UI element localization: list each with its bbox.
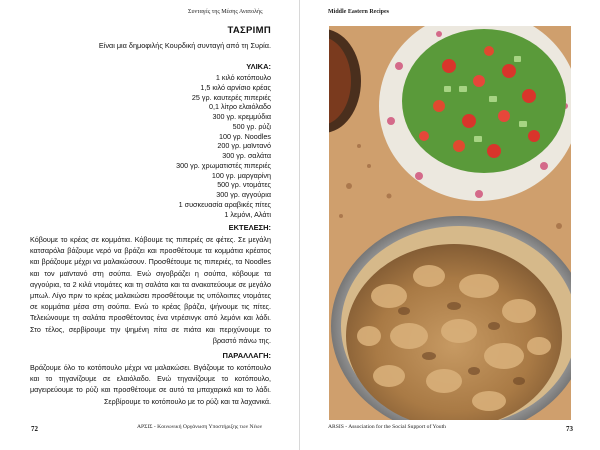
running-head-right: Middle Eastern Recipes (328, 9, 389, 15)
recipe-intro: Είναι μια δημοφιλής Κουρδική συνταγή από τη Συρία. (98, 41, 271, 50)
recipe-title: ΤΑΣΡΙΜΠ (227, 25, 271, 36)
method-heading: ΕΚΤΕΛΕΣΗ: (228, 223, 271, 232)
ingredient-item: 0,1 λίτρο ελαιόλαδο (208, 102, 271, 112)
ingredient-item: 300 γρ. αγγούρια (216, 190, 271, 199)
ingredient-item: 300 γρ. σαλάτα (222, 151, 271, 160)
ingredient-item: 100 γρ. Noodles (218, 131, 271, 141)
footer-right: ARSIS - Association for the Social Support of Youth (328, 424, 446, 430)
ingredient-item: 1 λεμόνι, Αλάτι (224, 209, 271, 219)
ingredient-item: 500 γρ. ντομάτες (217, 180, 271, 190)
ingredient-item: 1 κιλό κοτόπουλο (215, 73, 271, 82)
ingredient-item: 1 συσκευασία αραβικές πίτες (178, 199, 271, 209)
ingredients-heading: ΥΛΙΚΑ: (246, 62, 271, 71)
method-text: Κόβουμε το κρέας σε κομμάτια. Κόβουμε τις πιπεριές σε φέτες. Σε μεγάλη κατσαρόλα βάζουμε νερό να βράζει και προσθέτουμε τα κομμάτια κρέατος και βράζουμε μέχρι να μαλακώσουν. Προσθέτουμε τις πιπεριές, τα Noodles και τον μαϊντανό στη σούπα. Ενώ σιγοβράζει η σούπα, κόβουμε τα αγγούρια, τα 2 κιλά ντομάτες και τη σαλάτα και τα ανακατεύουμε σε μεγάλο μπωλ. Λίγο πριν το κρέας μαλακώσει προσθέτουμε τις υπόλοιπες ντομάτες σε κομμάτια μέσα στη σούπα. Ενώ το κρέας βράζει, ψήνουμε τις πίτες. Τελειώνουμε τη σαλάτα προσθέτοντας ένα ντρέσινγκ από λεμόνι και λάδι. Στο τέλος, σερβίρουμε την ψημένη πίτα σε πιάτα και περιχύνουμε το βραστό πάνω της. (30, 235, 271, 345)
ingredient-item: 300 γρ. χρωματιστές πιπεριές (176, 160, 271, 170)
variation-heading: ΠΑΡΑΛΛΑΓΗ: (222, 351, 271, 360)
ingredient-item: 100 γρ. μαργαρίνη (211, 170, 271, 180)
ingredient-item: 200 γρ. μαϊντανό (217, 141, 271, 151)
footer-left: ΑΡΣΙΣ - Κοινωνική Οργάνωση Υποστήριξης των Νέων (137, 424, 263, 430)
variation-text: Βράζουμε όλο το κοτόπουλο μέχρι να μαλακώσει. Βγάζουμε το κοτόπουλο και το τηγανίζουμε σε ελαιόλαδο. Ενώ τηγανίζουμε το κοτόπουλο, μαγειρεύουμε το ρύζι και προσθέτουμε σε αυτό τα μπαχαρικά και το λάδι. Σερβίρουμε το κοτόπουλο με το ρύζι και τα λαχανικά. (30, 363, 271, 406)
ingredient-item: 25 γρ. καυτερές πιπεριές (191, 92, 271, 102)
running-head-left: Συνταγές της Μέσης Ανατολής (188, 9, 263, 15)
ingredient-item: 1,5 κιλό αρνίσιο κρέας (200, 82, 271, 92)
ingredients-list (30, 73, 271, 219)
ingredient-item: 300 γρ. κρεμμύδια (212, 112, 271, 121)
ingredient-item: 500 γρ. ρύζι (232, 121, 271, 131)
page-number-left: 72 (31, 425, 38, 433)
page-number-right: 73 (566, 425, 573, 433)
salad-and-stew-photo (329, 26, 571, 420)
right-page (300, 0, 600, 450)
